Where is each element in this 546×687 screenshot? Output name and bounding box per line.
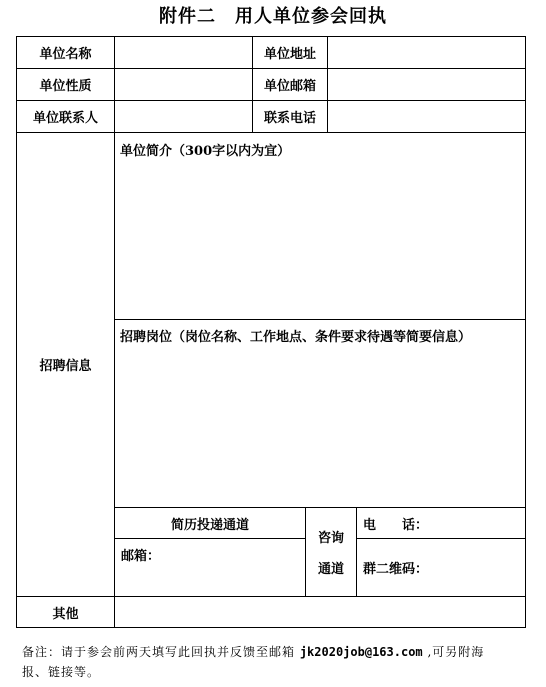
unit-name-field[interactable] [115, 37, 252, 68]
footnote [22, 642, 492, 682]
row-divider [114, 319, 526, 320]
other-label: 其他 [52, 606, 79, 622]
unit-email-field[interactable] [328, 69, 525, 100]
unit-address-field[interactable] [328, 37, 525, 68]
phone-label: 电 话： [363, 517, 429, 533]
positions-label: 招聘岗位（岗位名称、工作地点、条件要求待遇等简要信息） [120, 330, 472, 345]
page-title: 附件二 用人单位参会回执 [159, 6, 387, 27]
unit-nature-field[interactable] [115, 69, 252, 100]
qr-code-field[interactable] [445, 539, 525, 596]
resume-channel-label: 简历投递通道 [170, 517, 249, 533]
column-divider [356, 507, 357, 596]
unit-email-label: 单位邮箱 [263, 79, 316, 94]
qr-code-label: 群二维码： [363, 561, 429, 577]
footnote-email-link[interactable]: jk2020job@163.com [299, 645, 423, 659]
unit-contact-label: 单位联系人 [32, 111, 98, 126]
consult-label-line1: 咨询 [317, 530, 344, 546]
footnote-suffix: ,可另附海报、链接等。 [22, 645, 485, 679]
consult-phone-field[interactable] [445, 508, 525, 538]
unit-nature-label: 单位性质 [39, 79, 92, 94]
unit-name-label: 单位名称 [39, 47, 92, 62]
unit-intro-label: 单位简介（300字以内为宜） [120, 144, 291, 159]
table-border-bottom [16, 627, 526, 628]
unit-contact-field[interactable] [115, 101, 252, 132]
footnote-text: 备注：请于参会前两天填写此回执并反馈至邮箱 [22, 645, 300, 659]
other-field[interactable] [115, 597, 525, 627]
recruit-info-label: 招聘信息 [39, 359, 92, 374]
consult-label-line2: 通道 [317, 561, 344, 577]
resume-email-field[interactable] [181, 539, 305, 596]
contact-phone-label: 联系电话 [263, 111, 316, 126]
email-label: 邮箱： [121, 548, 161, 564]
unit-intro-field[interactable] [115, 160, 525, 319]
positions-field[interactable] [115, 346, 525, 507]
unit-address-label: 单位地址 [263, 47, 316, 62]
contact-phone-field[interactable] [328, 101, 525, 132]
column-divider [305, 507, 306, 596]
